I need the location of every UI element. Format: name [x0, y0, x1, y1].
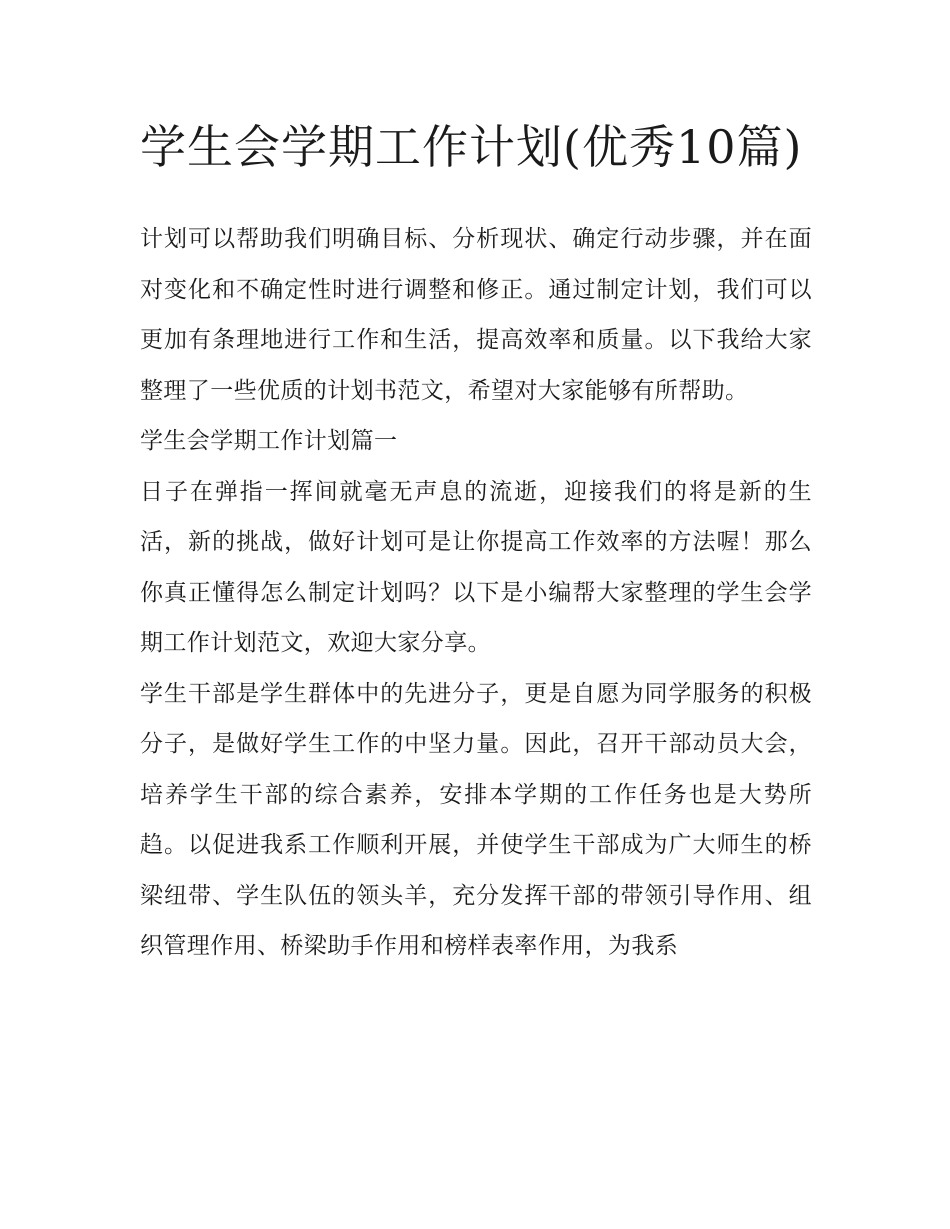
body-paragraph-2: 学生干部是学生群体中的先进分子，更是自愿为同学服务的积极分子，是做好学生工作的中坚力量。因此，召开干部动员大会，培养学生干部的综合素养，安排本学期的工作任务也是大势所趋。以促进我系工作顺利开展，并使学生干部成为广大师生的桥梁纽带、学生队伍的领头羊，充分发挥干部的带领引导作用、组织管理作用、桥梁助手作用和榜样表率作用，为我系 [140, 680, 812, 959]
section-heading: 学生会学期工作计划篇一 [140, 428, 398, 454]
intro-paragraph: 计划可以帮助我们明确目标、分析现状、确定行动步骤，并在面对变化和不确定性时进行调整和修正。通过制定计划，我们可以更加有条理地进行工作和生活，提高效率和质量。以下我给大家整理了一些优质的计划书范文，希望对大家能够有所帮助。 [140, 226, 812, 404]
document-title: 学生会学期工作计划(优秀10篇) [140, 120, 803, 174]
document-page [140, 110, 812, 972]
body-paragraph-1: 日子在弹指一挥间就毫无声息的流逝，迎接我们的将是新的生活，新的挑战，做好计划可是让你提高工作效率的方法喔！那么你真正懂得怎么制定计划吗？以下是小编帮大家整理的学生会学期工作计划范文，欢迎大家分享。 [140, 478, 812, 656]
